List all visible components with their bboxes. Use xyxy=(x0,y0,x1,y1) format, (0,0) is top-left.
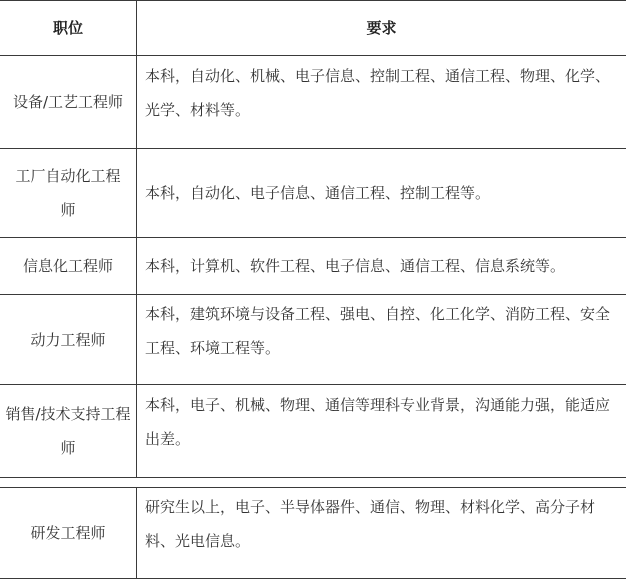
table-row xyxy=(0,56,136,148)
position-cell: 设备/工艺工程师 xyxy=(12,93,124,111)
requirement-cell: 本科，自动化、电子信息、通信工程、控制工程等。 xyxy=(145,184,491,202)
table-row xyxy=(137,149,622,237)
table-row xyxy=(137,238,622,294)
header-position: 职位 xyxy=(52,19,83,37)
table-row xyxy=(137,297,622,383)
header-requirement: 要求 xyxy=(366,19,397,37)
row-divider xyxy=(0,477,626,478)
position-cell: 销售/技术支持工程师 xyxy=(5,405,131,457)
table-row xyxy=(0,295,136,384)
table-row xyxy=(137,490,622,577)
table-border-bottom xyxy=(0,578,626,579)
table-row xyxy=(0,238,136,294)
position-cell: 研发工程师 xyxy=(30,524,106,542)
table-row xyxy=(0,149,136,237)
position-cell: 工厂自动化工程师 xyxy=(15,167,121,219)
requirement-cell: 研究生以上，电子、半导体器件、通信、物理、材料化学、高分子材料、光电信息。 xyxy=(145,498,596,550)
position-cell: 动力工程师 xyxy=(30,330,106,349)
requirement-cell: 本科，自动化、机械、电子信息、控制工程、通信工程、物理、化学、光学、材料等。 xyxy=(145,67,611,119)
table-row xyxy=(137,59,622,147)
table-row xyxy=(0,488,136,578)
requirement-cell: 本科，计算机、软件工程、电子信息、通信工程、信息系统等。 xyxy=(145,257,566,275)
table-row xyxy=(0,385,136,477)
position-cell: 信息化工程师 xyxy=(22,257,113,275)
requirement-cell: 本科，建筑环境与设备工程、强电、自控、化工化学、消防工程、安全工程、环境工程等。 xyxy=(145,305,611,357)
table-row xyxy=(137,388,622,476)
requirement-cell: 本科，电子、机械、物理、通信等理科专业背景，沟通能力强，能适应出差。 xyxy=(145,396,611,448)
